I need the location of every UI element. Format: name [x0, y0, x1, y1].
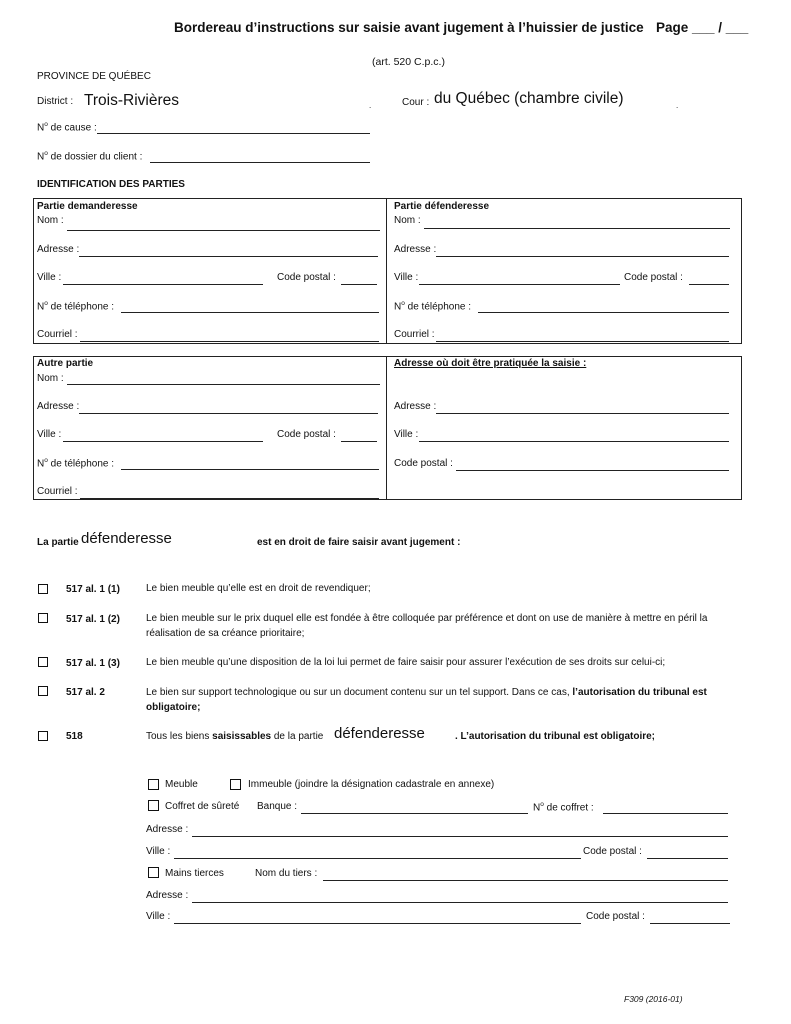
other-party-city-field[interactable] [63, 427, 263, 442]
third-parties-label: Mains tierces [165, 868, 224, 879]
box-number-field[interactable] [603, 799, 728, 814]
plaintiff-email-field[interactable] [80, 327, 379, 342]
article-reference: (art. 520 C.p.c.) [372, 56, 445, 68]
defendant-email-field[interactable] [436, 327, 729, 342]
option-518-party-value[interactable]: défenderesse [334, 725, 425, 742]
option-517-1-1-code: 517 al. 1 (1) [66, 584, 120, 595]
seizure-postal-field[interactable] [456, 456, 729, 471]
client-file-field[interactable] [150, 148, 370, 163]
safe-box-label: Coffret de sûreté [165, 801, 240, 812]
plaintiff-heading: Partie demanderesse [37, 201, 138, 212]
other-party-name-label: Nom : [37, 373, 64, 384]
option-517-2-code: 517 al. 2 [66, 687, 105, 698]
seizure-postal-label: Code postal : [394, 458, 453, 469]
box-number-label: $N^o$ de coffret : [533, 801, 594, 814]
immovable-label: Immeuble (joindre la désignation cadastrale en annexe) [248, 779, 495, 790]
district-end-dot: . [369, 101, 372, 110]
safe-address-label: Adresse : [146, 824, 189, 835]
third-postal-field[interactable] [650, 909, 730, 924]
option-517-1-3-code: 517 al. 1 (3) [66, 658, 120, 669]
plaintiff-name-field[interactable] [67, 216, 380, 231]
third-city-label: Ville : [146, 911, 171, 922]
third-name-label: Nom du tiers : [255, 868, 318, 879]
option-518-checkbox[interactable] [38, 731, 48, 741]
option-517-1-1-text: Le bien meuble qu’elle est en droit de revendiquer; [146, 583, 371, 594]
parties-heading: IDENTIFICATION DES PARTIES [37, 179, 185, 190]
safe-address-field[interactable] [192, 822, 728, 837]
other-party-phone-label: $N^o$ de téléphone : [37, 457, 115, 470]
third-city-field[interactable] [174, 909, 581, 924]
defendant-phone-field[interactable] [478, 298, 729, 313]
option-517-1-3-checkbox[interactable] [38, 657, 48, 667]
option-517-1-1-checkbox[interactable] [38, 584, 48, 594]
defendant-postal-field[interactable] [689, 270, 729, 285]
defendant-heading: Partie défenderesse [394, 201, 490, 212]
option-518-code: 518 [66, 731, 83, 742]
defendant-postal-label: Code postal : [624, 272, 683, 283]
defendant-city-label: Ville : [394, 272, 419, 283]
court-value[interactable]: du Québec (chambre civile) [434, 90, 624, 107]
parties-box-1-divider [386, 198, 387, 343]
third-address-label: Adresse : [146, 890, 189, 901]
safe-postal-label: Code postal : [583, 846, 642, 857]
movable-checkbox[interactable] [148, 779, 159, 790]
option-517-2-text: Le bien sur support technologique ou sur un document contenu sur un tel support. Dans ce cas, l’autorisation du tribunal est obligatoire; [146, 687, 707, 713]
safe-city-field[interactable] [174, 844, 581, 859]
third-name-field[interactable] [323, 866, 728, 881]
safe-city-label: Ville : [146, 846, 171, 857]
immovable-checkbox[interactable] [230, 779, 241, 790]
plaintiff-city-field[interactable] [63, 270, 263, 285]
plaintiff-postal-field[interactable] [341, 270, 377, 285]
defendant-name-label: Nom : [394, 215, 421, 226]
plaintiff-city-label: Ville : [37, 272, 62, 283]
plaintiff-email-label: Courriel : [37, 329, 78, 340]
court-label: Cour : [402, 97, 430, 108]
option-518-authorization: . L’autorisation du tribunal est obligatoire; [455, 731, 656, 742]
defendant-name-field[interactable] [424, 214, 730, 229]
option-517-1-2-text: Le bien meuble sur le prix duquel elle est fondée à être colloquée par préférence et dont on use de manière à mettre en péril la réalisation de sa créance prioritaire; [146, 613, 708, 639]
entitled-suffix: est en droit de faire saisir avant jugement : [257, 537, 461, 548]
other-party-phone-field[interactable] [121, 455, 379, 470]
plaintiff-address-label: Adresse : [37, 244, 80, 255]
seizure-city-label: Ville : [394, 429, 419, 440]
parties-box-2-divider [386, 356, 387, 499]
plaintiff-phone-label: $N^o$ de téléphone : [37, 300, 115, 313]
other-party-heading: Autre partie [37, 358, 94, 369]
case-number-field[interactable] [97, 119, 370, 134]
client-file-label: $N^o$ de dossier du client : [37, 150, 143, 163]
form-title: Bordereau d’instructions sur saisie avant jugement à l’huissier de justice [174, 20, 644, 35]
seizure-address-label: Adresse : [394, 401, 437, 412]
form-code: F309 (2016-01) [624, 994, 683, 1004]
other-party-email-field[interactable] [80, 484, 379, 499]
seizure-city-field[interactable] [419, 427, 729, 442]
seizure-address-field[interactable] [436, 399, 729, 414]
plaintiff-name-label: Nom : [37, 215, 64, 226]
other-party-address-label: Adresse : [37, 401, 80, 412]
other-party-email-label: Courriel : [37, 486, 78, 497]
case-number-label: $N^o$ de cause : [37, 121, 97, 134]
entitled-prefix: La partie [37, 537, 79, 548]
third-postal-label: Code postal : [586, 911, 645, 922]
province-label: PROVINCE DE QUÉBEC [37, 71, 151, 82]
plaintiff-address-field[interactable] [79, 242, 378, 257]
other-party-postal-field[interactable] [341, 427, 377, 442]
option-518-text: Tous les biens saisissables de la partie [146, 731, 324, 742]
bank-label: Banque : [257, 801, 298, 812]
plaintiff-phone-field[interactable] [121, 298, 379, 313]
third-parties-checkbox[interactable] [148, 867, 159, 878]
district-label: District : [37, 96, 74, 107]
option-517-2-checkbox[interactable] [38, 686, 48, 696]
defendant-city-field[interactable] [419, 270, 620, 285]
option-517-1-2-code: 517 al. 1 (2) [66, 614, 120, 625]
other-party-postal-label: Code postal : [277, 429, 336, 440]
defendant-address-field[interactable] [436, 242, 729, 257]
safe-box-checkbox[interactable] [148, 800, 159, 811]
defendant-address-label: Adresse : [394, 244, 437, 255]
page-number: Page ___ / ___ [656, 20, 749, 35]
safe-postal-field[interactable] [647, 844, 728, 859]
other-party-name-field[interactable] [67, 370, 380, 385]
other-party-address-field[interactable] [79, 399, 378, 414]
option-517-1-2-checkbox[interactable] [38, 613, 48, 623]
movable-label: Meuble [165, 779, 198, 790]
bank-field[interactable] [301, 799, 528, 814]
plaintiff-postal-label: Code postal : [277, 272, 336, 283]
district-value[interactable]: Trois-Rivières [84, 92, 180, 109]
defendant-email-label: Courriel : [394, 329, 435, 340]
entitled-party-value[interactable]: défenderesse [81, 530, 172, 547]
seizure-address-heading: Adresse où doit être pratiquée la saisie : [394, 358, 587, 369]
other-party-city-label: Ville : [37, 429, 62, 440]
defendant-phone-label: $N^o$ de téléphone : [394, 300, 472, 313]
third-address-field[interactable] [192, 888, 728, 903]
court-end-dot: . [676, 101, 679, 110]
option-517-1-3-text: Le bien meuble qu’une disposition de la loi lui permet de faire saisir pour assurer l’exécution de ses droits sur celui-ci; [146, 657, 666, 668]
